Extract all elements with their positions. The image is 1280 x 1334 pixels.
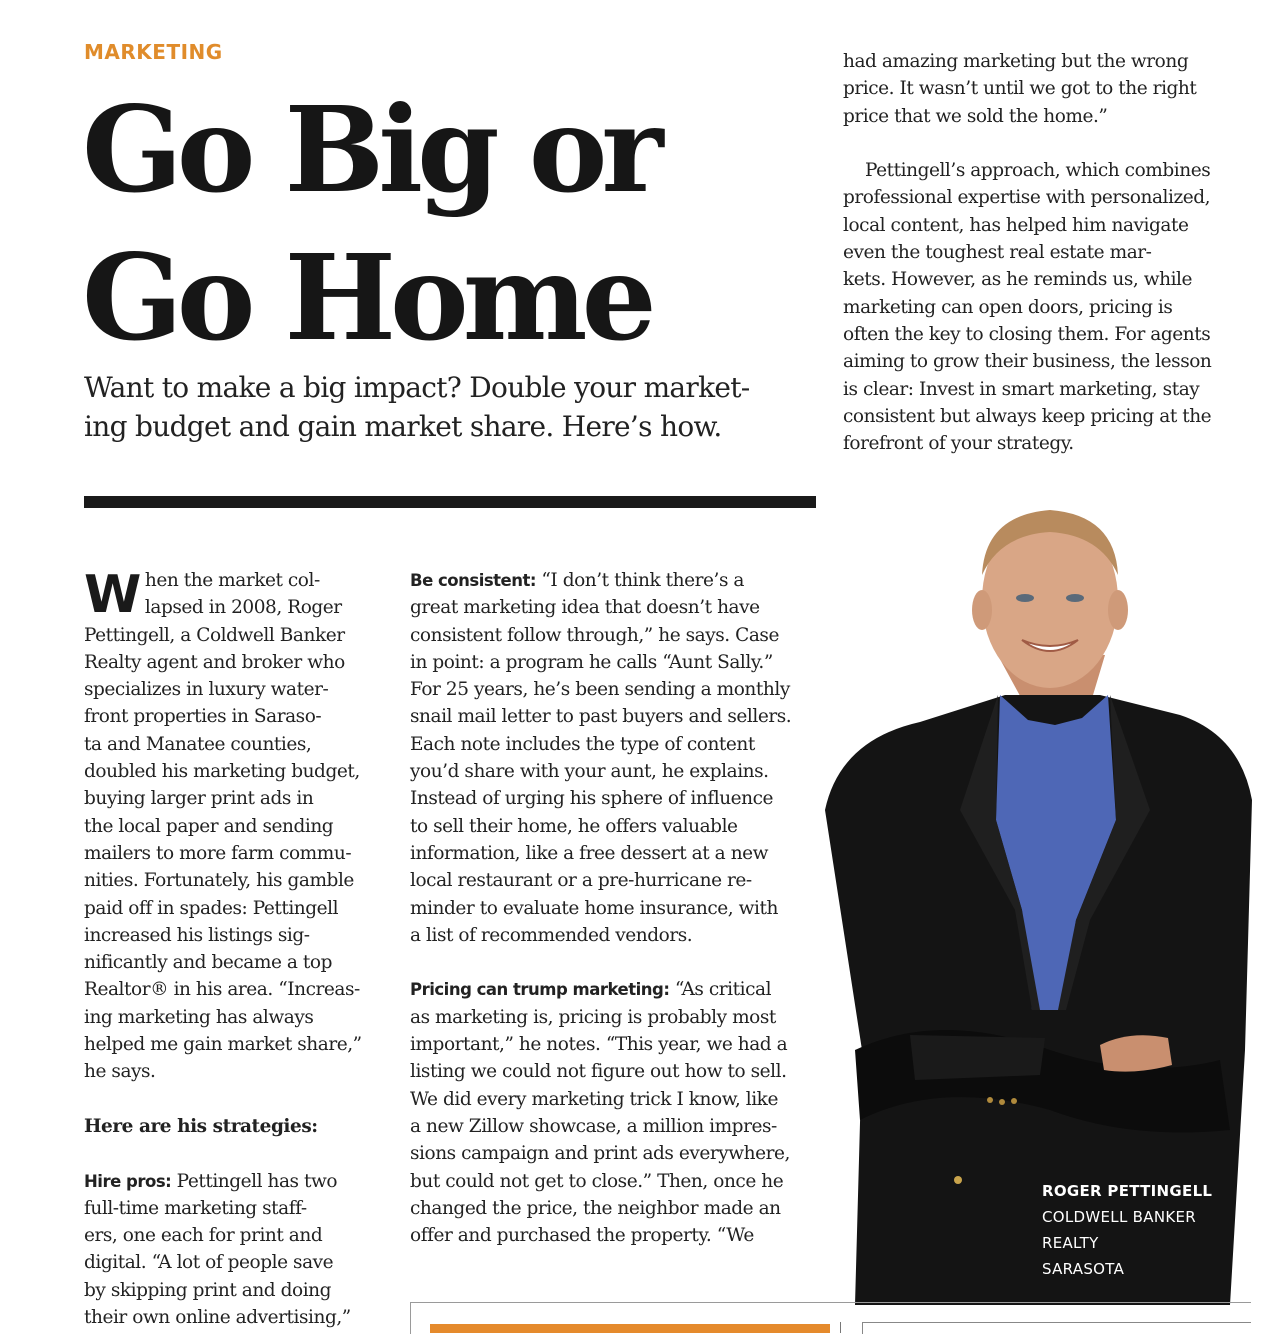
next-section-box <box>410 1302 1250 1333</box>
caption-name: ROGER PETTINGELL <box>1042 1182 1213 1200</box>
text-line: nificantly and became a top <box>84 952 332 974</box>
text-fragment: Pettingell has two <box>171 1170 338 1192</box>
caption-line: COLDWELL BANKER <box>1042 1208 1196 1226</box>
text-line: as marketing is, pricing is probably most <box>410 1006 776 1028</box>
dek-line: Want to make a big impact? Double your market- <box>84 371 750 404</box>
text-line: paid off in spades: Pettingell <box>84 897 339 919</box>
accent-bar <box>430 1324 830 1333</box>
text-line: nities. Fortunately, his gamble <box>84 870 354 892</box>
text-line: a new Zillow showcase, a million impres- <box>410 1115 777 1137</box>
text-line: offer and purchased the property. “We <box>410 1225 754 1247</box>
text-line: Realty agent and broker who <box>84 651 345 673</box>
text-line: consistent but always keep pricing at the <box>843 405 1212 427</box>
text-line: consistent follow through,” he says. Case <box>410 624 779 646</box>
text-line: mailers to more farm commu- <box>84 842 352 864</box>
paragraph-gap <box>843 130 1263 157</box>
text-line: Realtor® in his area. “Increas- <box>84 979 360 1001</box>
text-line <box>410 976 820 1003</box>
text-line: often the key to closing them. For agents <box>843 323 1211 345</box>
text-line <box>410 567 820 594</box>
headline <box>82 76 822 372</box>
paragraph-gap <box>410 949 820 976</box>
paragraph-gap <box>84 1086 384 1113</box>
text-line: changed the price, the neighbor made an <box>410 1197 781 1219</box>
text-line: Pettingell’s approach, which combines <box>865 160 1211 182</box>
text-line: had amazing marketing but the wrong <box>843 51 1189 72</box>
text-line: lapsed in 2008, Roger <box>144 597 342 619</box>
text-line: snail mail letter to past buyers and sellers. <box>410 706 792 728</box>
text-line: Pettingell, a Coldwell Banker <box>84 624 345 646</box>
text-line: their own online advertising,” <box>84 1307 351 1329</box>
text-line: Each note includes the type of content <box>410 733 755 755</box>
text-fragment: “As critical <box>669 979 772 1001</box>
section-label: MARKETING <box>84 40 223 64</box>
text-line: ers, one each for print and <box>84 1225 323 1247</box>
text-line: professional expertise with personalized, <box>843 187 1211 209</box>
text-line: but could not get to close.” Then, once he <box>410 1170 784 1192</box>
text-line: kets. However, as he reminds us, while <box>843 269 1193 291</box>
text-line: specializes in luxury water- <box>84 679 329 701</box>
text-line: ing marketing has always <box>84 1006 314 1028</box>
text-line: is clear: Invest in smart marketing, stay <box>843 378 1200 400</box>
run-in-heading: Be consistent: <box>410 571 536 590</box>
text-line: buying larger print ads in <box>84 788 314 810</box>
text-line: a list of recommended vendors. <box>410 924 693 946</box>
article-column-2 <box>410 567 820 1249</box>
text-line: price that we sold the home.” <box>843 105 1108 127</box>
divider <box>840 1322 841 1333</box>
text-line: even the toughest real estate mar- <box>843 242 1152 264</box>
inner-box <box>862 1322 1251 1334</box>
caption-line: SARASOTA <box>1042 1260 1125 1278</box>
article-column-3 <box>843 48 1263 457</box>
text-line: full-time marketing staff- <box>84 1197 307 1219</box>
text-line: forefront of your strategy. <box>843 433 1074 455</box>
text-line: We did every marketing trick I know, like <box>410 1088 778 1110</box>
text-fragment: “I don’t think there’s a <box>535 570 744 591</box>
text-line: great marketing idea that doesn’t have <box>410 597 760 619</box>
text-line: by skipping print and doing <box>84 1279 332 1301</box>
text-line: information, like a free dessert at a new <box>410 842 769 864</box>
text-line: Instead of urging his sphere of influence <box>410 788 774 810</box>
text-line: important,” he notes. “This year, we had a <box>410 1034 788 1056</box>
text-line: marketing can open doors, pricing is <box>843 296 1173 318</box>
dek <box>84 368 804 446</box>
text-line: you’d share with your aunt, he explains. <box>410 761 769 783</box>
text-line: digital. “A lot of people save <box>84 1252 334 1274</box>
text-line: doubled his marketing budget, <box>84 761 360 783</box>
text-line: listing we could not figure out how to sell. <box>410 1061 787 1083</box>
text-line: helped me gain market share,” <box>84 1034 362 1056</box>
headline-rule <box>84 496 816 508</box>
drop-cap: W <box>84 565 141 625</box>
text-line: For 25 years, he’s been sending a monthly <box>410 679 790 701</box>
text-line: price. It wasn’t until we got to the right <box>843 78 1197 100</box>
strategies-heading: Here are his strategies: <box>84 1115 318 1137</box>
paragraph-gap <box>84 1140 384 1167</box>
run-in-heading: Pricing can trump marketing: <box>410 980 670 1000</box>
text-line: ta and Manatee counties, <box>84 733 312 755</box>
text-line: in point: a program he calls “Aunt Sally.” <box>410 651 773 673</box>
text-line <box>84 1168 384 1195</box>
text-line: front properties in Saraso- <box>84 706 322 728</box>
text-line: the local paper and sending <box>84 815 334 837</box>
text-line: hen the market col- <box>144 570 320 591</box>
dek-line: ing budget and gain market share. Here’s how. <box>84 410 722 443</box>
headline-line: Go Home <box>82 228 651 367</box>
text-line: aiming to grow their business, the lesson <box>843 351 1212 373</box>
text-line: minder to evaluate home insurance, with <box>410 897 778 919</box>
article-column-1 <box>84 567 384 1331</box>
text-line: local restaurant or a pre-hurricane re- <box>410 870 752 892</box>
run-in-heading: Hire pros: <box>84 1171 172 1191</box>
photo-caption <box>1042 1178 1212 1282</box>
text-line: local content, has helped him navigate <box>843 214 1189 236</box>
text-line: sions campaign and print ads everywhere, <box>410 1143 790 1165</box>
text-line: he says. <box>84 1061 156 1083</box>
text-line: to sell their home, he offers valuable <box>410 815 738 837</box>
text-line: increased his listings sig- <box>84 924 310 946</box>
caption-line: REALTY <box>1042 1234 1099 1252</box>
headline-line: Go Big or <box>82 80 658 219</box>
